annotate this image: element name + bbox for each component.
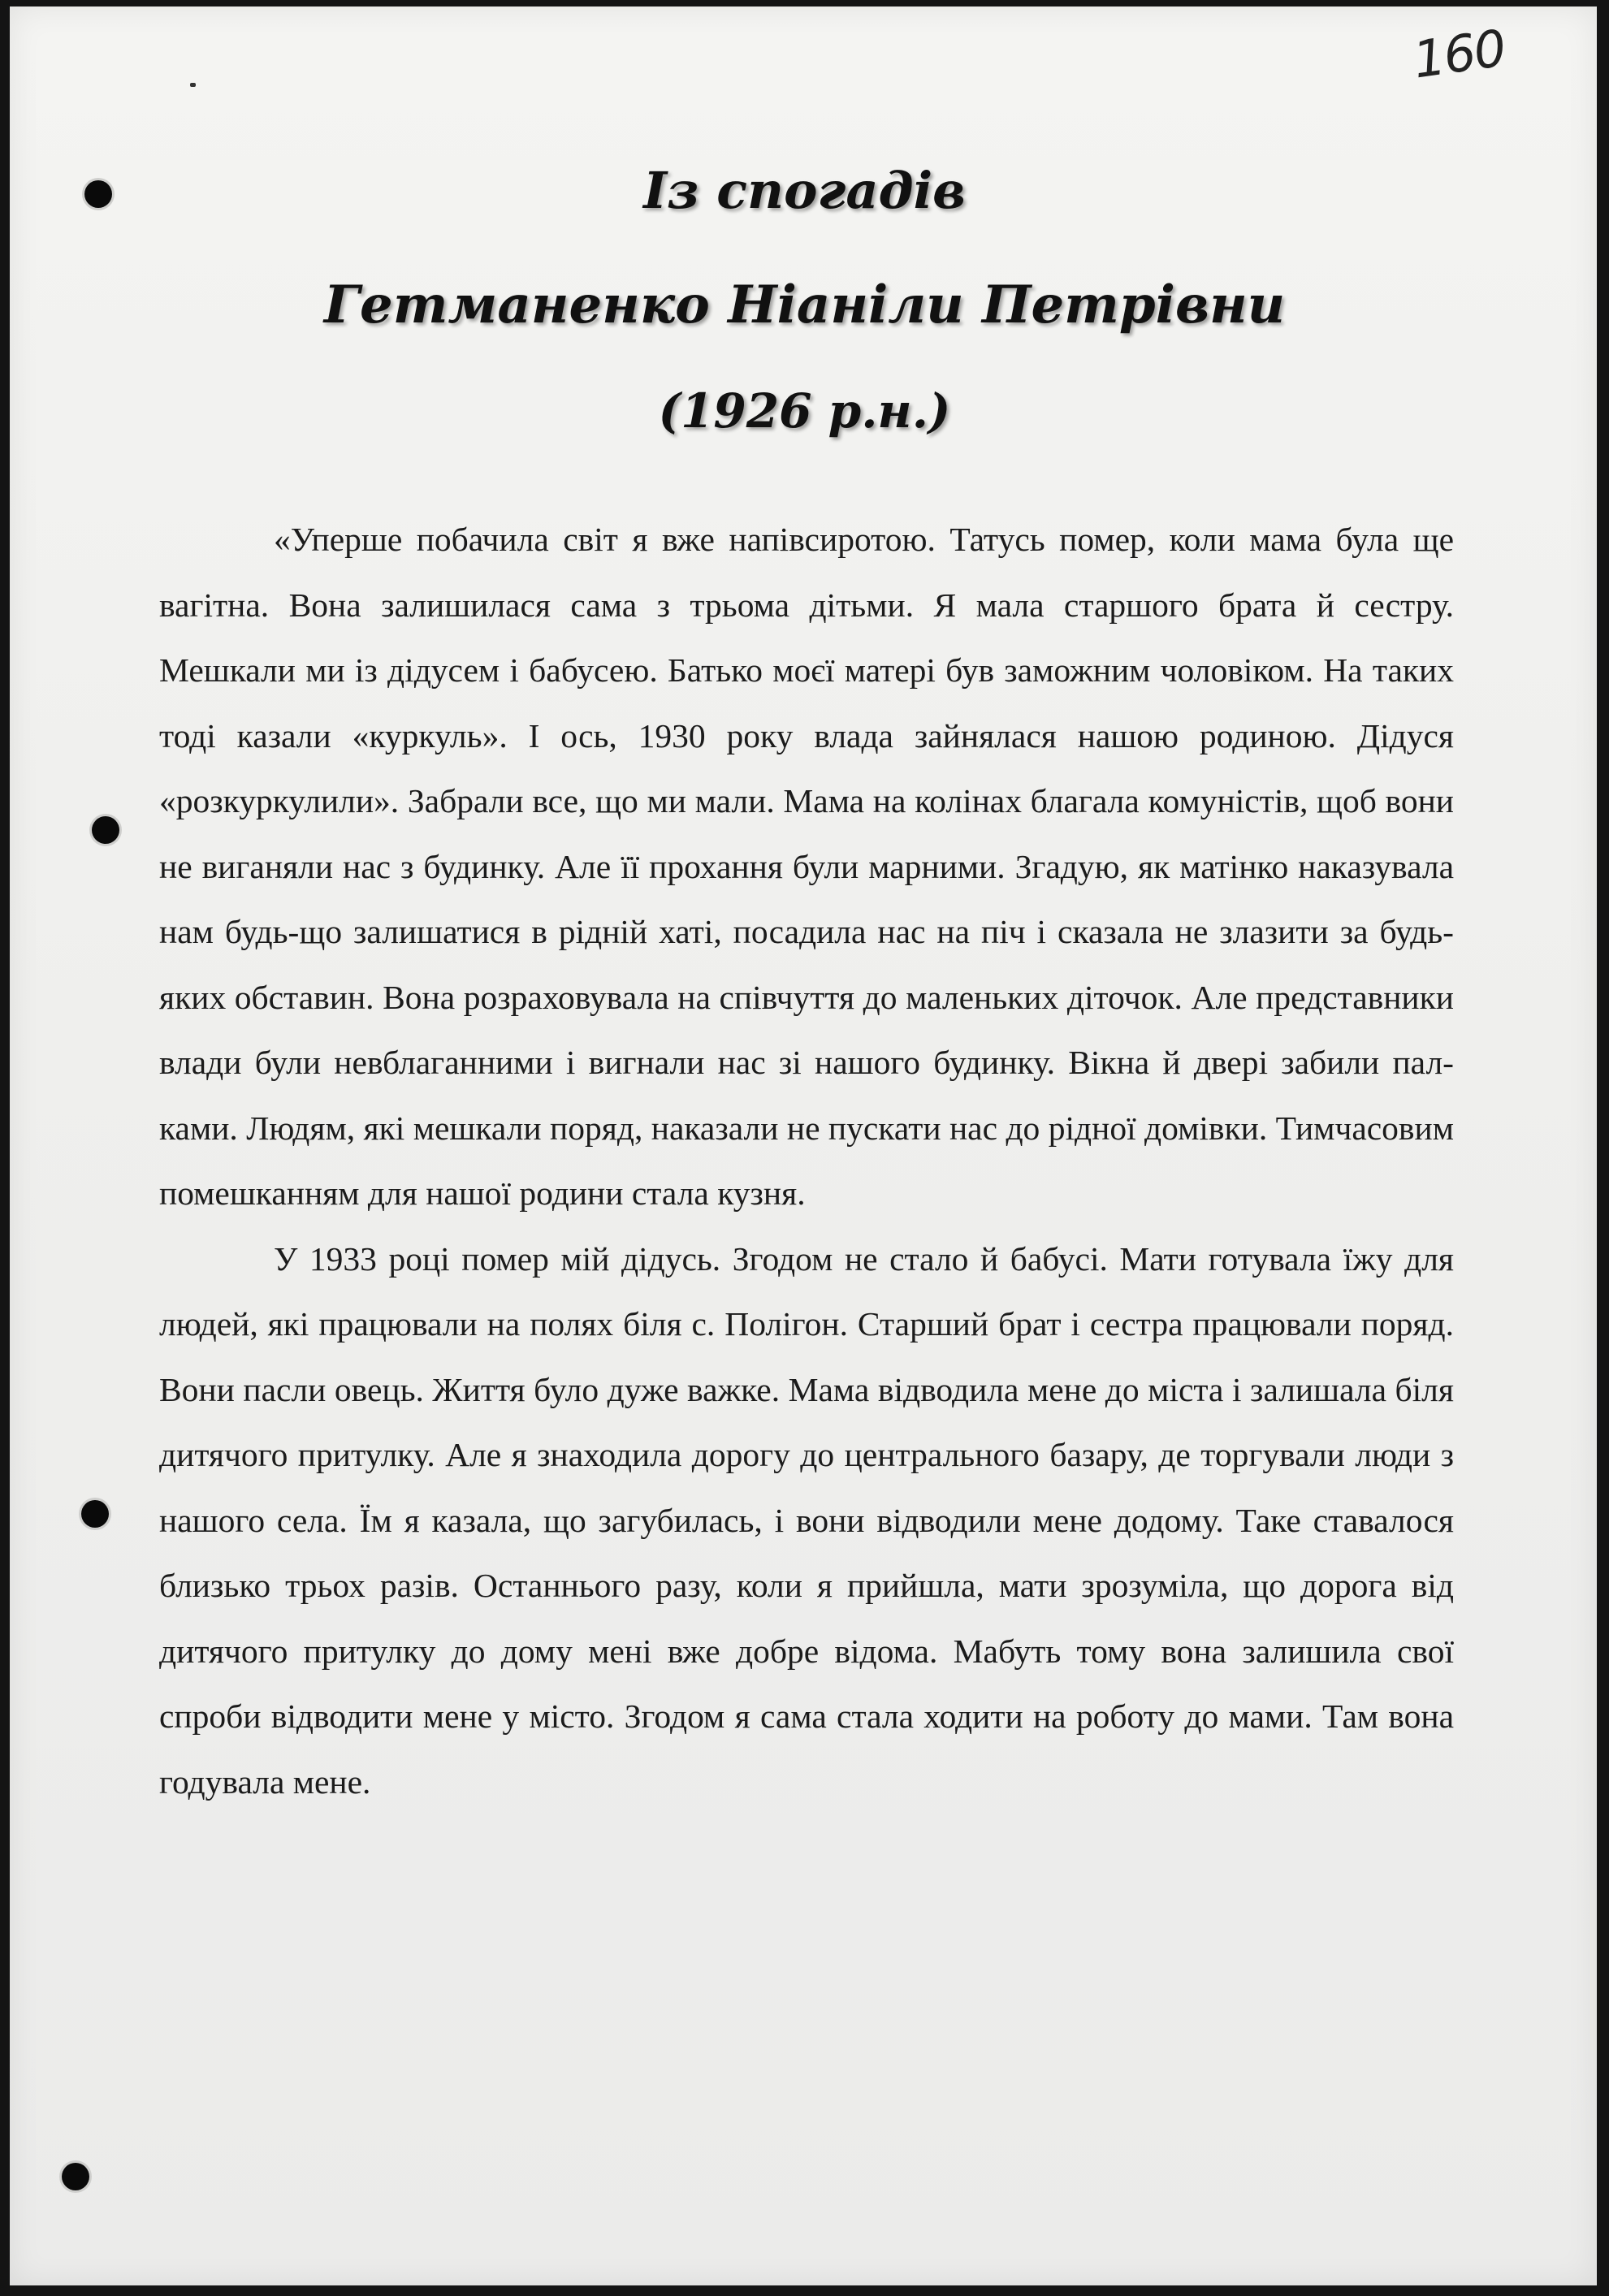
handwritten-page-number: 160 (1409, 18, 1508, 90)
title-line-1: Із спогадів (643, 161, 966, 220)
punch-hole (62, 2163, 89, 2190)
ink-mark (190, 83, 196, 87)
punch-hole (92, 816, 119, 844)
memoir-body (159, 507, 1454, 1814)
punch-hole (81, 1500, 109, 1528)
title-line-2: Гетманенко Ніаніли Петрівни (323, 275, 1286, 335)
title-line-3: (1926 р.н.) (658, 383, 951, 439)
paragraph: У 1933 році помер мій дідусь. Згодом не стало й бабусі. Мати готувала їжу для людей, які працювали на полях біля с. Полігон. Старший брат і сестра працювали поряд. Вони пасли овець. Життя було дуже важке. Мама відводила мене до міста і залишала біля дитячого притулку. Але я знаходила дорогу до центрального базару, де торгували люди з нашого села. Їм я казала, що загубилась, і вони відводили мене додому. Таке ставалося близько трьох разів. Останнього разу, коли я прийшла, мати зрозуміла, що дорога від дитячого притулку до дому мені вже добре відома. Мабуть тому вона залишила свої спроби відводити мене у місто. Згодом я сама стала ходити на роботу до мами. Там вона годувала мене. (159, 1239, 1454, 1801)
paragraph: «Уперше побачила світ я вже напівсиротою. Татусь помер, коли мама була ще вагітна. Вона залишилася сама з трьома дітьми. Я мала старшого брата й сестру. Мешкали ми із дідусем і бабусею. Батько моєї матері був заможним чоловіком. На таких тоді казали «куркуль». І ось, 1930 року влада зайнялася нашою родиною. Дідуся «розкуркулили». Забрали все, що ми мали. Мама на колінах благала комуністів, щоб вони не виганяли нас з будинку. Але її прохання були марними. Згадую, як матінко наказувала нам будь-що залишатися в рідній хаті, посадила нас на піч і сказала не злазити за будь-яких обставин. Вона розраховувала на співчуття до маленьких діточок. Але представники влади були невблаганними і вигнали нас зі нашого будинку. Вікна й двері забили палками. Людям, які мешкали поряд, наказали не пускати нас до рідної домівки. Тимчасовим помешканням для нашої родини стала кузня. (159, 521, 1454, 1212)
